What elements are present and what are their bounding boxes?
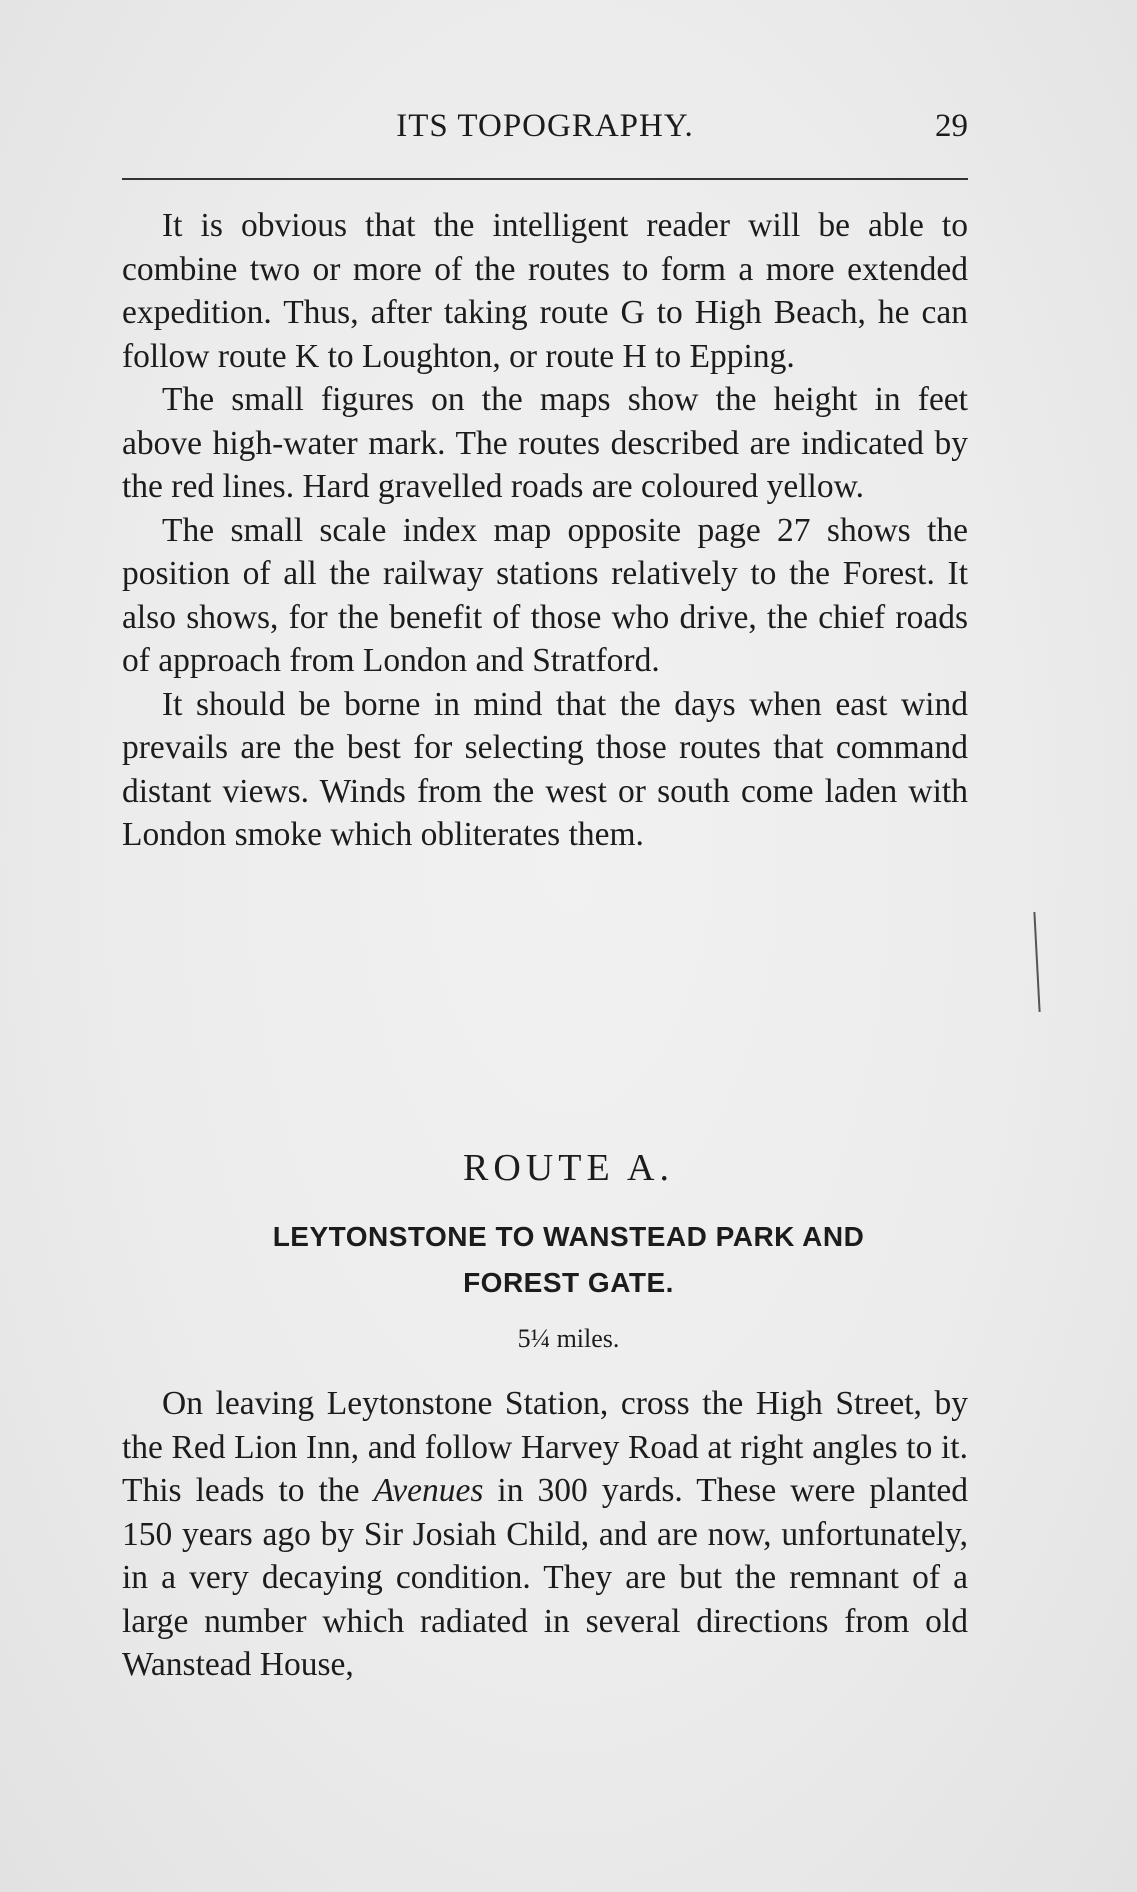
page-number: 29 — [935, 108, 968, 144]
paragraph: It should be borne in mind that the days when east wind prevails are the best for selecting those routes that command distant views. Winds from the west or south come laden with London smoke which obliterates them. — [122, 685, 968, 853]
running-head: ITS TOPOGRAPHY. — [396, 108, 694, 144]
paragraph: It is obvious that the intelligent reader will be able to combine two or more of the routes to form a more extended expedition. Thus, after taking route G to High Beach, he can follow route K to Loughton, or route H to Epping. — [122, 207, 968, 375]
intro-text — [122, 204, 968, 857]
page-header — [122, 108, 968, 158]
italic-term: Avenues — [373, 1472, 484, 1509]
route-title: ROUTE A. — [463, 1147, 674, 1189]
route-text — [122, 1382, 968, 1687]
text-run: in 300 yards. These were planted 150 years ago by Sir Josiah Child, and are now, unfortunately, in a very decaying condition. They are but the remnant of a large number which radiated in several directions from old Wanstead House, — [122, 1472, 968, 1683]
paragraph — [122, 1382, 968, 1687]
route-subtitle — [200, 1214, 937, 1306]
header-rule — [122, 178, 968, 180]
text-run: On leaving Leytonstone Station, cross the High Street, by the Red Lion Inn, and follow Harvey Road at right angles to it. This leads to the — [122, 1385, 968, 1509]
route-distance: 5¼ miles. — [517, 1324, 620, 1353]
route-subtitle-line: LEYTONSTONE TO WANSTEAD PARK AND — [272, 1221, 865, 1252]
route-subtitle-line: FOREST GATE. — [463, 1267, 674, 1298]
paragraph: The small figures on the maps show the height in feet above high-water mark. The routes described are indicated by the red lines. Hard gravelled roads are coloured yellow. — [122, 381, 968, 505]
paragraph: The small scale index map opposite page 27 shows the position of all the railway stations relatively to the Forest. It also shows, for the benefit of those who drive, the chief roads of approach from London and Stratford. — [122, 511, 968, 679]
